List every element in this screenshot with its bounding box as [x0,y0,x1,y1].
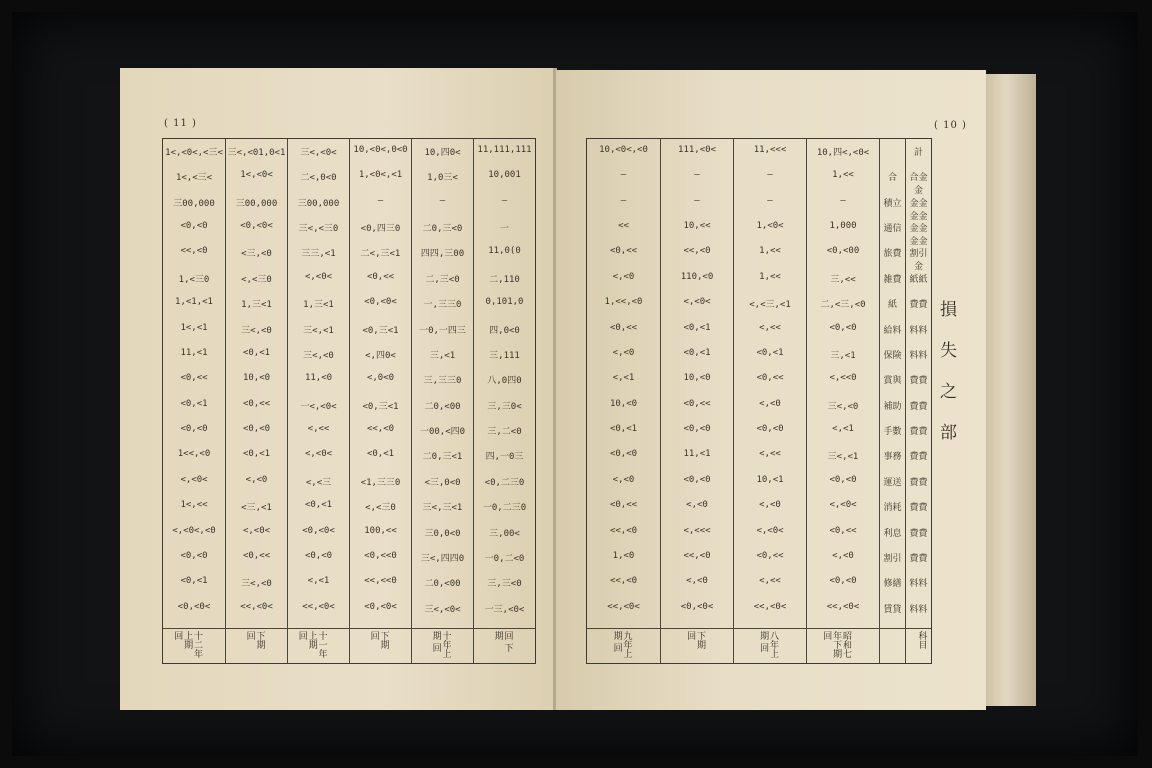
period-column [660,139,733,663]
ledger-cell: <0,<0 [304,550,333,561]
ledger-cell: <0,<0 [756,424,784,435]
ledger-cell: <0,<< [829,525,857,536]
ledger-cell: 10,<1 [756,474,784,485]
ledger-cell: <,<0 [612,474,635,485]
row-label: 賃貸 [883,604,902,615]
ledger-cell: <0,<< [609,500,638,511]
ledger-cell: 1<,<三< [175,173,213,184]
ledger-cell: <,<三,<1 [749,300,791,311]
ledger-cell: 三,<< [830,274,856,285]
row-label: 事務 [883,452,902,463]
ledger-cell: <0,三<1 [362,401,399,412]
ledger-cell: <0,<< [242,398,271,409]
ledger-cell: <0,<< [609,322,638,333]
ledger-cell: 二,三<0 [425,274,460,285]
row-label: 料料 [909,325,928,336]
column-header: 九年上期 回 [611,631,632,658]
ledger-cell: <0,<1 [609,424,638,435]
ledger-cell: 1,<0 [612,550,635,561]
label-column [905,139,931,663]
row-label: 利息 [883,528,902,539]
ledger-cell: 三,00< [489,528,520,539]
period-column [163,139,225,663]
ledger-cell: <0,<0 [683,474,711,485]
ledger-cell: 三00,000 [173,198,215,209]
ledger-cell: <,0<0 [366,373,395,384]
ledger-cell: 1,三<1 [241,300,272,311]
ledger-cell: 三00,000 [235,198,278,209]
ledger-cell: 三,<1 [830,350,856,361]
ledger-cell: <,<三0 [365,503,396,514]
ledger-cell: 二0,<00 [424,401,461,412]
ledger-cell: <0,<1 [366,449,395,460]
ledger-cell: 一,三三0 [423,300,462,311]
ledger-cell: <0,<1 [756,347,784,358]
ledger-cell: — [439,195,446,206]
ledger-cell: 一三,<0< [484,604,525,615]
ledger-cell: <<,<0< [826,601,860,612]
ledger-cell: <0,<0< [240,221,273,232]
ledger-cell: <,<<< [683,525,711,536]
ledger-cell: <0,<0 [829,474,857,485]
ledger-cell: <0,<< [756,550,784,561]
ledger-cell: 11,<<< [753,145,787,155]
ledger-cell: <0,<0< [177,601,211,612]
ledger-cell: <0,<1 [180,398,208,409]
section-title: 損失之部 [936,300,956,464]
ledger-cell: <,<< [759,449,781,460]
ledger-cell: <<,<0< [240,601,273,612]
ledger-cell: 三,二<0 [487,427,522,438]
ledger-cell: 一0,二<0 [484,553,525,564]
ledger-cell: <,<0< [242,525,271,536]
row-label: 手數 [883,427,902,438]
ledger-cell: <0,<0 [609,449,638,460]
header-divider [226,628,287,629]
column-header: 昭和七年下期 回 [821,631,851,658]
row-label: 旅費 [883,249,902,260]
ledger-cell: <0,<0 [829,322,857,333]
ledger-cell: 一 [499,224,509,235]
page-number-left: ( 11 ) [164,118,197,129]
row-label: 割引金 [909,249,928,273]
ledger-cell: — [767,195,773,206]
ledger-cell: 10,001 [488,170,521,181]
ledger-cell: << [618,221,629,232]
header-divider [288,628,349,629]
column-header: 十二年上期 回 [172,631,202,658]
ledger-cell: 11,<1 [683,449,711,460]
row-label: 割引 [883,553,902,564]
ledger-cell: — [377,195,384,206]
header-divider [350,628,411,629]
ledger-cell: 11,<0 [304,373,333,384]
ledger-cell: <0,<<0 [364,550,397,561]
ledger-cell: <,<0< [829,500,857,511]
ledger-cell: 三<,<三0 [298,224,339,235]
ledger-cell: 一0,二三0 [482,503,527,514]
ledger-cell: <0,<< [180,373,208,384]
ledger-cell: 10,<< [683,221,711,232]
ledger-cell: <,<三 [305,477,332,488]
ledger-cell: <0,<1 [683,347,711,358]
row-label: 計 [913,148,923,158]
ledger-cell: <,<< [307,424,330,435]
row-label: 金金金金 [909,224,928,248]
ledger-cell: 1<,<0< [240,170,273,181]
ledger-cell: <,四0< [365,350,396,361]
ledger-cell: <0,<< [366,271,395,282]
ledger-cell: <,<< [759,576,781,587]
header-divider [880,628,905,629]
column-header: 下期 回 [244,631,265,649]
ledger-cell: <,<<0 [829,373,857,384]
header-divider [734,628,806,629]
ledger-cell: 1,<< [832,170,854,181]
ledger-cell: 三,111 [489,350,520,361]
ledger-cell: 1<,<< [180,500,208,511]
ledger-cell: 11,<1 [180,347,208,358]
row-label: 費費 [909,528,928,539]
ledger-cell: <0,<< [242,550,271,561]
ledger-cell: — [840,195,846,206]
row-label: 補助 [883,401,902,412]
header-divider [661,628,733,629]
ledger-cell: <,<1 [307,576,330,587]
ledger-cell: <,<0< [304,449,333,460]
row-label: 積立 [883,198,902,209]
ledger-cell: 11,111,111 [477,145,532,155]
ledger-cell: <,<< [759,322,781,333]
row-label: 保険 [883,350,902,361]
row-label: 費費 [909,553,928,564]
label-column [879,139,905,663]
column-header: 回 下期 [492,631,513,652]
ledger-cell: <0,<0 [242,424,271,435]
ledger-cell: 10,<0 [683,373,711,384]
ledger-cell: — [620,195,627,206]
row-label: 料料 [909,350,928,361]
ledger-cell: 三<,<0 [303,350,334,361]
ledger-cell: <0,<0< [364,601,397,612]
ledger-cell: <,<1 [832,424,854,435]
ledger-cell: <0,<0 [829,576,857,587]
ledger-cell: <<,<0 [609,525,638,536]
ledger-cell: <1,三三0 [360,477,401,488]
ledger-cell: <三,<1 [241,503,272,514]
row-label: 料料 [909,604,928,615]
ledger-cell: <,<0 [686,576,708,587]
period-column [587,139,660,663]
ledger-cell: <,<0 [759,500,781,511]
row-label: 通信 [883,224,902,235]
column-header: 下期 回 [685,631,705,649]
column-header: 科目 [916,631,927,649]
ledger-cell: 三00,000 [297,198,340,209]
ledger-cell: 四四,三00 [420,249,465,260]
ledger-cell: <三,0<0 [424,477,461,488]
row-label: 修繕 [883,579,902,590]
ledger-cell: 三<,<1 [303,325,334,336]
ledger-cell: 三<,<1 [827,452,859,463]
ledger-cell: <<,<0 [180,246,208,257]
ledger-cell: 10,四<,<0< [816,148,870,158]
ledger-cell: — [694,195,700,206]
ledger-cell: <0,二三0 [484,477,525,488]
row-label: 紙紙 [909,274,928,285]
ledger-cell: 三<,<0< [300,148,337,158]
ledger-cell: <0,<1 [180,576,208,587]
ledger-cell: — [620,170,627,181]
ledger-cell: 1,<< [759,246,781,257]
header-divider [412,628,473,629]
ledger-cell: 11,0(0 [488,246,521,257]
row-label: 費費 [909,376,928,387]
row-label: 合金金 [909,173,928,197]
ledger-cell: <<,<0 [609,576,638,587]
column-header: 十年上期 回 [430,631,451,658]
ledger-cell: 一<,<0< [300,401,337,412]
ledger-cell: <0,<1 [304,500,333,511]
ledger-cell: 三,三0< [487,401,522,412]
row-label: 費費 [909,401,928,412]
ledger-cell: <<,<<0 [364,576,397,587]
ledger-cell: 三<,<0 [241,579,272,590]
ledger-cell: 三<,<0 [827,401,859,412]
ledger-cell: 二,110 [489,274,520,285]
ledger-cell: <<,<0< [302,601,335,612]
ledger-cell: 二0,三<0 [422,224,463,235]
ledger-cell: 1,三<1 [303,300,334,311]
row-label: 費費 [909,300,928,311]
ledger-cell: <,<0<,<0 [172,525,216,536]
ledger-cell: <,<0 [245,474,268,485]
column-header: 八年上期 回 [758,631,778,658]
ledger-cell: 三<,四四0 [420,553,465,564]
ledger-cell: — [694,170,700,181]
column-header: 下期 回 [368,631,389,649]
ledger-cell: <,<0 [686,500,708,511]
ledger-cell: 三0,0<0 [424,528,461,539]
ledger-cell: <,<0< [180,474,208,485]
left-page [120,68,554,710]
header-divider [906,628,931,629]
column-header [886,631,900,659]
row-label: 費費 [909,427,928,438]
ledger-cell: 10,四0< [424,148,461,158]
ledger-cell: <0,<0< [364,297,397,308]
ledger-cell: 三<,<0< [424,604,461,615]
ledger-cell: 一0,一四三 [419,325,466,336]
header-divider [587,628,660,629]
ledger-cell: 三<,三<1 [422,503,463,514]
ledger-cell: 四,一0三 [485,452,524,463]
ledger-cell: 二<,三<1 [360,249,401,260]
ledger-cell: <<,<0 [366,424,395,435]
row-label: 金金金金 [909,198,928,222]
ledger-cell: 二0,<00 [424,579,461,590]
row-label: 費費 [909,503,928,514]
ledger-cell: <,<0 [612,347,635,358]
ledger-cell: <<,<0< [607,601,640,612]
ledger-cell: <0,<< [609,246,638,257]
period-column [349,139,411,663]
ledger-cell: — [501,195,508,206]
ledger-cell: <,<1 [612,373,635,384]
page-edge-stack [986,74,1036,706]
row-label: 合 [887,173,897,184]
page-number-right: ( 10 ) [934,120,967,131]
row-label: 紙 [887,300,897,311]
right-page [556,70,986,710]
ledger-cell: 100,<< [364,525,397,536]
header-divider [474,628,535,629]
row-label: 料料 [909,579,928,590]
ledger-cell: 1,<1,<1 [175,297,213,308]
column-header: 十一年上期 回 [296,631,327,658]
ledger-cell: — [767,170,773,181]
ledger-cell: <,<0 [612,271,635,282]
ledger-cell: 1,<0<,<1 [358,170,403,181]
ledger-cell: <0,<1 [242,449,271,460]
ledger-cell: 二,<三,<0 [820,300,866,311]
ledger-cell: 1,<< [759,271,781,282]
row-label: 雑費 [883,274,902,285]
ledger-cell: <0,四三0 [360,224,401,235]
ledger-cell: <,<0 [832,550,854,561]
ledger-cell: 10,<0 [609,398,638,409]
ledger-cell: 1,<<,<0 [604,297,643,308]
ledger-cell: 1,0三< [427,173,458,184]
ledger-cell: 四,0<0 [489,325,520,336]
left-ledger-table [162,138,536,664]
ledger-cell: 1,<三0 [178,274,210,285]
ledger-cell: 一00,<四0 [419,427,466,438]
ledger-cell: <0,<0 [180,550,208,561]
ledger-cell: <,<0< [304,271,333,282]
row-label: 給料 [883,325,902,336]
ledger-cell: 10,<0 [242,373,271,384]
right-ledger-table [586,138,932,664]
ledger-cell: 三,三三0 [423,376,462,387]
ledger-cell: <0,<0 [683,424,711,435]
ledger-cell: 10,<0<,0<0 [353,145,408,155]
ledger-cell: <<,<0 [683,550,711,561]
ledger-cell: <0,<0< [680,601,714,612]
ledger-cell: <0,<1 [242,347,271,358]
ledger-cell: <,<0 [759,398,781,409]
ledger-cell: <0,<< [683,398,711,409]
ledger-cell: <,<三0 [241,274,272,285]
period-column [287,139,349,663]
ledger-cell: 1,000 [829,221,857,232]
ledger-cell: 三,三<0 [487,579,522,590]
period-column [733,139,806,663]
ledger-cell: <0,<1 [683,322,711,333]
ledger-cell: 110,<0 [680,271,714,282]
row-label: 費費 [909,452,928,463]
row-label: 賞與 [883,376,902,387]
ledger-cell: 1<,<0<,<三< [165,148,223,158]
header-divider [163,628,225,629]
ledger-cell: <,<0< [756,525,784,536]
ledger-cell: <<,<0< [753,601,787,612]
ledger-cell: <<,<0 [683,246,711,257]
ledger-cell: <0,<0 [180,424,208,435]
ledger-cell: 三,<1 [429,350,456,361]
ledger-cell: 10,<0<,<0 [599,145,648,155]
ledger-cell: 1,<0< [756,221,784,232]
ledger-cell: 111,<0< [678,145,716,155]
row-label: 消耗 [883,503,902,514]
ledger-cell: 二0,三<1 [422,452,463,463]
ledger-cell: <0,<0< [302,525,335,536]
row-label: 費費 [909,477,928,488]
ledger-cell: 八,0四0 [487,376,522,387]
period-column [473,139,535,663]
ledger-cell: 三<,<0 [241,325,272,336]
ledger-cell: 二<,0<0 [300,173,337,184]
ledger-cell: <0,<00 [826,246,860,257]
ledger-cell: 三三,<1 [301,249,336,260]
ledger-cell: <,<0< [683,297,711,308]
ledger-cell: <0,<0 [180,221,208,232]
period-column [806,139,879,663]
period-column [411,139,473,663]
row-label: 運送 [883,477,902,488]
ledger-cell: 0,101,0 [485,297,524,308]
period-column [225,139,287,663]
ledger-cell: 1<,<1 [180,322,208,333]
ledger-cell: <0,三<1 [362,325,399,336]
ledger-cell: <三,<0 [241,249,272,260]
ledger-cell: 三<,<01,0<1 [227,148,286,158]
ledger-cell: 1<<,<0 [177,449,211,460]
ledger-cell: <0,<< [756,373,784,384]
header-divider [807,628,879,629]
